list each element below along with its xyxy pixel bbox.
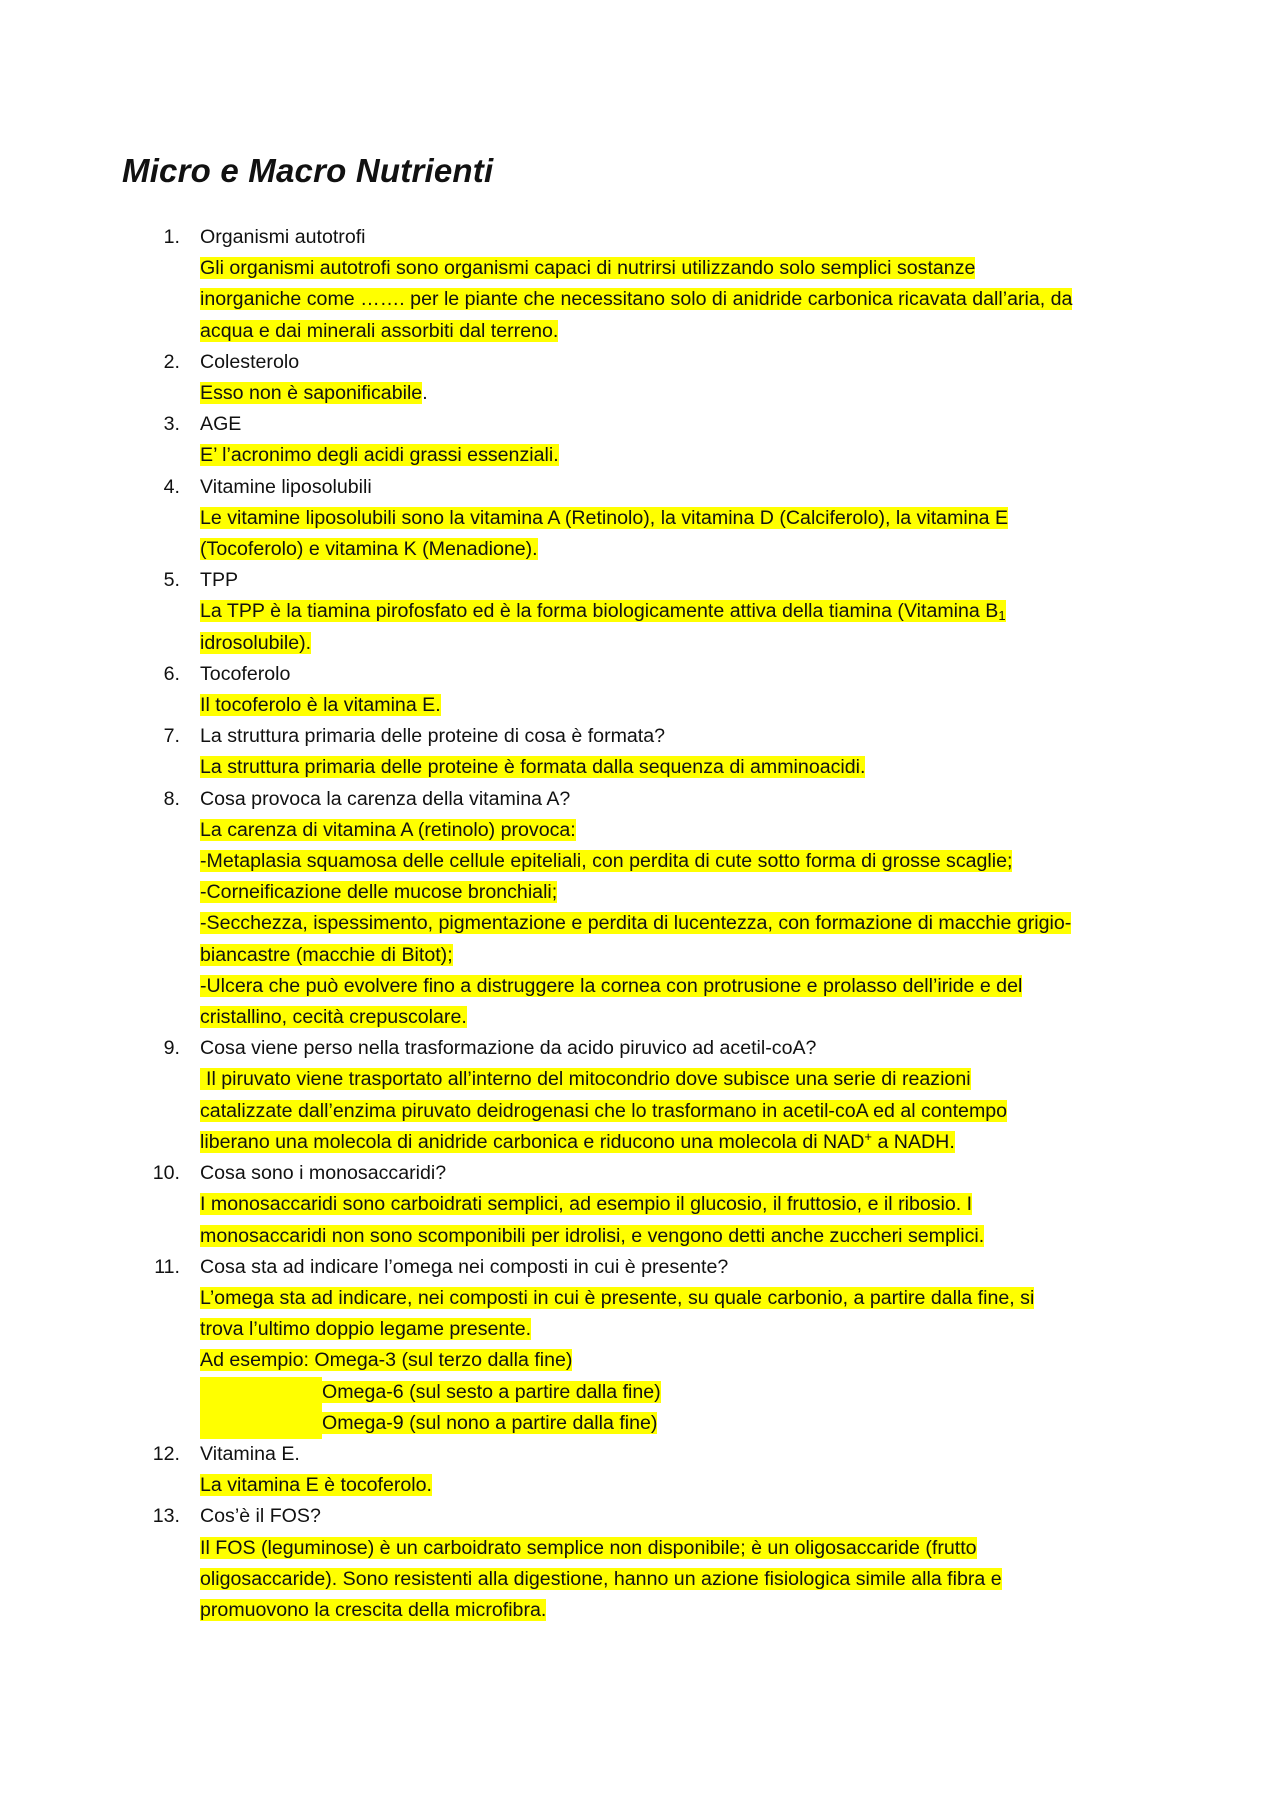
answer-line: (Tocoferolo) e vitamina K (Menadione). bbox=[200, 538, 538, 561]
answer-line: Omega-9 (sul nono a partire dalla fine) bbox=[200, 1408, 1170, 1439]
answer-line: Il FOS (leguminose) è un carboidrato semplice non disponibile; è un oligosaccaride (frutto bbox=[200, 1536, 977, 1559]
answer-line: Le vitamine liposolubili sono la vitamina A (Retinolo), la vitamina D (Calciferolo), la vitamina E bbox=[200, 506, 1009, 529]
answer-line: Gli organismi autotrofi sono organismi capaci di nutrirsi utilizzando solo semplici sostanze bbox=[200, 257, 976, 280]
answer-line: cristallino, cecità crepuscolare. bbox=[200, 1006, 467, 1029]
list-item bbox=[152, 1439, 1170, 1501]
question: La struttura primaria delle proteine di cosa è formata? bbox=[200, 725, 666, 748]
item-number: 7. bbox=[163, 725, 180, 748]
item-number: 3. bbox=[163, 413, 180, 436]
list-item bbox=[163, 347, 1170, 409]
page-title: Micro e Macro Nutrienti bbox=[122, 152, 494, 189]
answer-line: -Secchezza, ispessimento, pigmentazione e perdita di lucentezza, con formazione di macchie grigio- bbox=[200, 912, 1072, 935]
answer-line: idrosolubile). bbox=[200, 631, 312, 654]
answer-line: Il piruvato viene trasportato all’interno del mitocondrio dove subisce una serie di reazioni bbox=[200, 1064, 1170, 1095]
answer-line: trova l’ultimo doppio legame presente. bbox=[200, 1318, 532, 1341]
item-number: 5. bbox=[163, 569, 180, 592]
item-number: 6. bbox=[163, 662, 180, 685]
answer-line: -Metaplasia squamosa delle cellule epiteliali, con perdita di cute sotto forma di grosse scaglie; bbox=[200, 850, 1013, 873]
answer-line: I monosaccaridi sono carboidrati semplici, ad esempio il glucosio, il fruttosio, e il ribosio. I bbox=[200, 1193, 973, 1216]
item-number: 9. bbox=[163, 1037, 180, 1060]
answer-line: oligosaccaride). Sono resistenti alla digestione, hanno un azione fisiologica simile alla fibra e bbox=[200, 1567, 1002, 1590]
list-item bbox=[152, 1501, 1170, 1626]
answer-line: catalizzate dall’enzima piruvato deidrogenasi che lo trasformano in acetil-coA ed al contempo bbox=[200, 1099, 1008, 1122]
item-number: 10. bbox=[152, 1162, 180, 1185]
list-item bbox=[154, 1252, 1170, 1439]
qa-list bbox=[152, 222, 1170, 1626]
item-number: 4. bbox=[163, 475, 180, 498]
answer-line: E’ l’acronimo degli acidi grassi essenziali. bbox=[200, 444, 559, 467]
list-item bbox=[163, 784, 1170, 1034]
question: AGE bbox=[200, 413, 242, 436]
question: Cosa provoca la carenza della vitamina A? bbox=[200, 787, 571, 810]
answer-line: La TPP è la tiamina pirofosfato ed è la forma biologicamente attiva della tiamina (Vitamina $B_1$ bbox=[200, 600, 1006, 624]
answer-line: acqua e dai minerali assorbiti dal terreno. bbox=[200, 319, 559, 342]
answer-line: La vitamina E è tocoferolo. bbox=[200, 1474, 432, 1497]
answer-line: La carenza di vitamina A (retinolo) provoca: bbox=[200, 818, 576, 841]
item-number: 13. bbox=[152, 1505, 180, 1528]
item-number: 11. bbox=[154, 1255, 180, 1278]
question: TPP bbox=[200, 569, 239, 592]
question: Cosa sono i monosaccaridi? bbox=[200, 1162, 447, 1185]
item-number: 8. bbox=[163, 787, 180, 810]
question: Vitamina E. bbox=[200, 1442, 300, 1465]
list-item bbox=[163, 222, 1170, 347]
answer-line: Esso non è saponificabile. bbox=[200, 382, 428, 405]
question: Cos’è il FOS? bbox=[200, 1505, 321, 1528]
list-item bbox=[152, 1158, 1170, 1252]
answer-line: L’omega sta ad indicare, nei composti in cui è presente, su quale carbonio, a partire dalla fine, si bbox=[200, 1286, 1035, 1309]
list-item bbox=[163, 659, 1170, 721]
answer-line: liberano una molecola di anidride carbonica e riducono una molecola di NAD+ a NADH. bbox=[200, 1128, 955, 1153]
list-item bbox=[163, 721, 1170, 783]
answer-line: promuovono la crescita della microfibra. bbox=[200, 1598, 547, 1621]
question: Cosa viene perso nella trasformazione da acido piruvico ad acetil-coA? bbox=[200, 1037, 817, 1060]
list-item bbox=[163, 1033, 1170, 1158]
answer-line: monosaccaridi non sono scomponibili per idrolisi, e vengono detti anche zuccheri semplici. bbox=[200, 1224, 985, 1247]
answer-line: Omega-6 (sul sesto a partire dalla fine) bbox=[200, 1377, 1170, 1408]
answer-line: La struttura primaria delle proteine è formata dalla sequenza di amminoacidi. bbox=[200, 756, 866, 779]
answer-line: -Corneificazione delle mucose bronchiali; bbox=[200, 881, 558, 904]
answer-line: inorganiche come ……. per le piante che necessitano solo di anidride carbonica ricavata dall’aria, da bbox=[200, 288, 1073, 311]
list-item bbox=[163, 472, 1170, 566]
list-item bbox=[163, 565, 1170, 659]
item-number: 1. bbox=[163, 226, 180, 248]
question: Organismi autotrofi bbox=[200, 226, 366, 248]
question: Vitamine liposolubili bbox=[200, 475, 372, 498]
answer-line: biancastre (macchie di Bitot); bbox=[200, 943, 453, 966]
question: Cosa sta ad indicare l’omega nei composti in cui è presente? bbox=[200, 1255, 729, 1278]
item-number: 12. bbox=[152, 1442, 180, 1465]
question: Colesterolo bbox=[200, 350, 300, 373]
item-number: 2. bbox=[163, 350, 180, 373]
answer-line: Il tocoferolo è la vitamina E. bbox=[200, 694, 441, 717]
answer-line: -Ulcera che può evolvere fino a distruggere la cornea con protrusione e prolasso dell’iride e del bbox=[200, 974, 1023, 997]
list-item bbox=[163, 409, 1170, 471]
question: Tocoferolo bbox=[200, 662, 291, 685]
answer-line: Ad esempio: Omega-3 (sul terzo dalla fine) bbox=[200, 1349, 573, 1372]
